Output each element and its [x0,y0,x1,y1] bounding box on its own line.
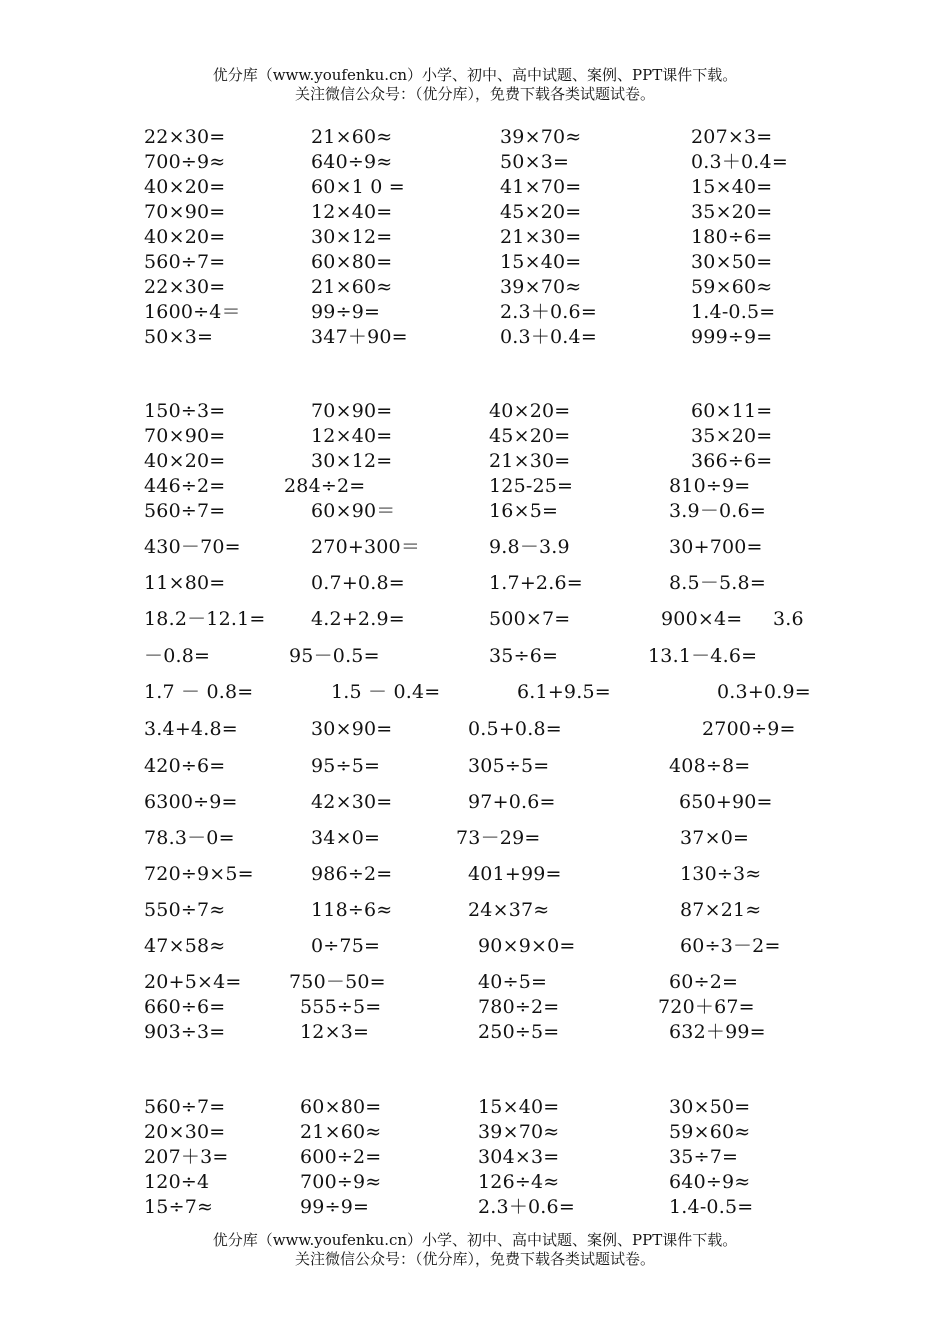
exercise-item: 21×60≈ [311,276,393,298]
exercise-item: －0.8= [144,645,211,667]
exercise-item: 408÷8= [669,755,751,777]
exercise-item: 180÷6= [691,226,773,248]
exercise-item: 30×12= [311,226,393,248]
exercise-item: 270+300＝ [311,536,421,558]
exercise-item: 9.8－3.9 [489,536,570,558]
exercise-item: 37×0= [680,827,750,849]
exercise-item: 70×90= [144,201,226,223]
exercise-item: 810÷9= [669,475,751,497]
exercise-item: 40×20= [144,226,226,248]
exercise-item: 1.7+2.6= [489,572,583,594]
exercise-item: 660÷6= [144,996,226,1018]
exercise-item: 35×20= [691,425,773,447]
exercise-item: 2.3＋0.6= [500,301,597,323]
exercise-item: 16×5= [489,500,559,522]
exercise-item: 20+5×4= [144,971,242,993]
exercise-item: 78.3－0= [144,827,235,849]
exercise-item: 6.1+9.5= [517,681,611,703]
exercise-item: 446÷2= [144,475,226,497]
exercise-item: 60×1 0 = [311,176,405,198]
exercise-item: 15×40= [691,176,773,198]
exercise-item: 640÷9≈ [669,1171,751,1193]
exercise-item: 2700÷9= [702,718,796,740]
exercise-item: 1.5 － 0.4= [331,681,441,703]
exercise-item: 47×58≈ [144,935,226,957]
exercise-item: 284÷2= [284,475,366,497]
exercise-item: 500×7= [489,608,571,630]
exercise-item: 15÷7≈ [144,1196,214,1218]
exercise-item: 21×60≈ [311,126,393,148]
exercise-item: 900×4= [661,608,743,630]
exercise-item: 34×0= [311,827,381,849]
exercise-item: 50×3= [144,326,214,348]
exercise-item: 366÷6= [691,450,773,472]
exercise-item: 35÷6= [489,645,559,667]
exercise-item: 207＋3= [144,1146,229,1168]
exercise-item: 50×3= [500,151,570,173]
exercise-item: 1.7 － 0.8= [144,681,254,703]
exercise-item: 125-25= [489,475,574,497]
exercise-item: 720＋67= [658,996,755,1018]
exercise-item: 780÷2= [478,996,560,1018]
exercise-item: 30×12= [311,450,393,472]
exercise-item: 120÷4 [144,1171,210,1193]
exercise-item: 126÷4≈ [478,1171,560,1193]
exercise-item: 95÷5= [311,755,381,777]
exercise-item: 40×20= [144,176,226,198]
exercise-item: 60÷3－2= [680,935,781,957]
exercise-item: 60×80= [300,1096,382,1118]
exercise-item: 21×30= [500,226,582,248]
exercise-item: 45×20= [500,201,582,223]
exercise-item: 59×60≈ [691,276,773,298]
page-footer [0,1231,950,1269]
exercise-item: 999÷9= [691,326,773,348]
exercise-item: 90×9×0= [478,935,576,957]
exercise-item: 3.9－0.6= [669,500,766,522]
exercise-item: 0.3+0.9= [717,681,811,703]
footer-line-2: 关注微信公众号：（优分库），免费下载各类试题试卷。 [294,1250,655,1268]
exercise-item: 0.7+0.8= [311,572,405,594]
exercise-item: 560÷7= [144,500,226,522]
exercise-item: 2.3＋0.6= [478,1196,575,1218]
exercise-item: 560÷7= [144,251,226,273]
exercise-item: 39×70≈ [500,126,582,148]
exercise-item: 130÷3≈ [680,863,762,885]
exercise-item: 60÷2= [669,971,739,993]
header-line-2: 关注微信公众号：（优分库），免费下载各类试题试卷。 [294,85,655,103]
exercise-item: 21×30= [489,450,571,472]
exercise-item: 430－70= [144,536,241,558]
exercise-item: 0.5+0.8= [468,718,562,740]
exercise-item: 22×30= [144,126,226,148]
exercise-item: 22×30= [144,276,226,298]
exercise-item: 903÷3= [144,1021,226,1043]
exercise-item: 118÷6≈ [311,899,393,921]
exercise-item: 700÷9≈ [300,1171,382,1193]
exercise-item: 30+700= [669,536,763,558]
exercise-item: 30×90= [311,718,393,740]
exercise-item: 420÷6= [144,755,226,777]
exercise-item: 39×70≈ [478,1121,560,1143]
exercise-item: 30×50= [669,1096,751,1118]
exercise-item: 1600÷4＝ [144,301,241,323]
exercise-item: 40×20= [144,450,226,472]
exercise-item: 95－0.5= [289,645,380,667]
exercise-item: 35×20= [691,201,773,223]
exercise-item: 18.2－12.1= [144,608,266,630]
exercise-item: 42×30= [311,791,393,813]
exercise-item: 304×3= [478,1146,560,1168]
exercise-item: 0÷75= [311,935,381,957]
exercise-item: 986÷2= [311,863,393,885]
exercise-item: 40×20= [489,400,571,422]
exercise-item: 650+90= [679,791,773,813]
exercise-item: 3.4+4.8= [144,718,238,740]
exercise-item: 24×37≈ [468,899,550,921]
footer-line-1: 优分库（www.youfenku.cn）小学、初中、高中试题、案例、PPT课件下载。 [212,1231,738,1249]
exercise-item: 35÷7= [669,1146,739,1168]
exercise-item: 305÷5= [468,755,550,777]
exercise-item: 700÷9≈ [144,151,226,173]
exercise-item: 11×80= [144,572,226,594]
exercise-item: 632＋99= [669,1021,766,1043]
exercise-item: 150÷3= [144,400,226,422]
exercise-item: 70×90= [311,400,393,422]
exercise-item: 401+99= [468,863,562,885]
exercise-item: 41×70= [500,176,582,198]
exercise-item: 3.6 [773,608,804,630]
exercise-item: 720÷9×5= [144,863,254,885]
exercise-item: 250÷5= [478,1021,560,1043]
exercise-item: 99÷9= [300,1196,370,1218]
exercise-item: 8.5－5.8= [669,572,766,594]
exercise-item: 59×60≈ [669,1121,751,1143]
exercise-item: 70×90= [144,425,226,447]
exercise-item: 73－29= [456,827,541,849]
exercise-item: 0.3＋0.4= [500,326,597,348]
exercise-item: 87×21≈ [680,899,762,921]
exercise-item: 60×80= [311,251,393,273]
header-line-1: 优分库（www.youfenku.cn）小学、初中、高中试题、案例、PPT课件下载。 [212,66,738,84]
exercise-item: 40÷5= [478,971,548,993]
exercise-item: 39×70≈ [500,276,582,298]
exercise-item: 45×20= [489,425,571,447]
exercise-item: 0.3＋0.4= [691,151,788,173]
exercise-item: 12×40= [311,201,393,223]
exercise-item: 97+0.6= [468,791,556,813]
exercise-item: 20×30= [144,1121,226,1143]
exercise-item: 347＋90= [311,326,408,348]
exercise-item: 550÷7≈ [144,899,226,921]
exercise-item: 600÷2= [300,1146,382,1168]
exercise-item: 640÷9≈ [311,151,393,173]
exercise-item: 21×60≈ [300,1121,382,1143]
exercise-item: 12×40= [311,425,393,447]
exercise-item: 1.4-0.5= [691,301,776,323]
exercise-item: 4.2+2.9= [311,608,405,630]
exercise-item: 560÷7= [144,1096,226,1118]
exercise-item: 99÷9= [311,301,381,323]
exercise-item: 30×50= [691,251,773,273]
exercise-item: 1.4-0.5= [669,1196,754,1218]
exercise-item: 6300÷9= [144,791,238,813]
exercise-item: 750－50= [289,971,386,993]
exercise-item: 60×90＝ [311,500,396,522]
exercise-item: 15×40= [478,1096,560,1118]
exercise-item: 15×40= [500,251,582,273]
exercise-item: 555÷5= [300,996,382,1018]
exercise-item: 12×3= [300,1021,370,1043]
exercise-item: 60×11= [691,400,773,422]
exercise-item: 13.1－4.6= [648,645,758,667]
exercise-item: 207×3= [691,126,773,148]
